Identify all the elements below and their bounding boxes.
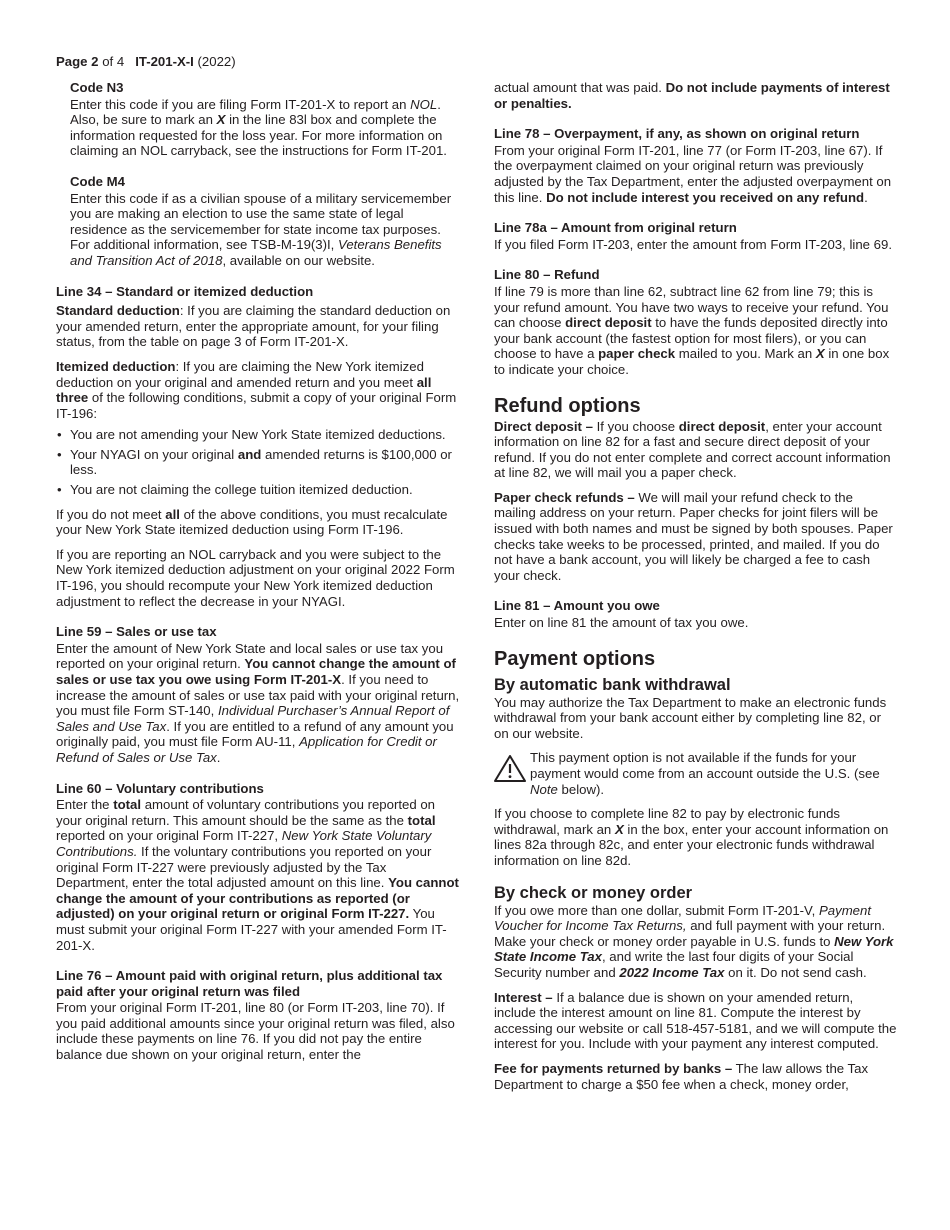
- refund-options-heading: Refund options: [494, 394, 641, 417]
- warning-triangle-icon: [494, 754, 530, 784]
- check-money-order-heading: By check or money order: [494, 883, 693, 902]
- code-n3-section: [56, 80, 460, 269]
- payment-options-heading: Payment options: [494, 647, 656, 670]
- form-id: IT-201-X-I: [135, 54, 194, 69]
- page-header: [56, 54, 236, 70]
- line-34-heading: Line 34 – Standard or itemized deduction: [56, 283, 314, 299]
- line-60-text: Enter the total amount of voluntary contributions you reported on your original return. This amount should be the same as the total reported on your original Form IT-227, New York State Voluntary Contributions. If the voluntary contributions you reported on your original Form IT-227 were previously adjusted by the Tax Department, enter the total adjusted amount on this line. You cannot change the amount of your contributions as reported (or adjusted) on your original return or original Form IT-227. You must submit your original Form IT-227 with your amended Form IT-201-X.: [56, 797, 459, 953]
- form-year: (2022): [197, 54, 236, 69]
- line-76-continued: actual amount that was paid. Do not include payments of interest or penalties.: [494, 80, 890, 111]
- warning-text: This payment option is not available if the funds for your payment would come from an account outside the U.S. (see Note below).: [530, 750, 880, 797]
- bank-withdrawal-text: You may authorize the Tax Department to make an electronic funds withdrawal from your bank account either by completing line 82, or on our website.: [494, 694, 887, 741]
- line-59-heading: Line 59 – Sales or use tax: [56, 624, 217, 640]
- conditions-list: [56, 427, 460, 497]
- line-76-text: From your original Form IT-201, line 80 (or Form IT-203, line 70). If you paid additional amounts since your original return was filed, also include these payments on line 76. If you did not pay the entire balance due shown on your original return, enter the: [56, 1000, 455, 1063]
- line-78a-text: If you filed Form IT-203, enter the amount from Form IT-203, line 69.: [494, 236, 892, 252]
- bank-withdrawal-heading: By automatic bank withdrawal: [494, 675, 731, 694]
- bank-withdrawal-instructions: If you choose to complete line 82 to pay by electronic funds withdrawal, mark an X in the box, enter your account information on lines 82a through 82c, and enter your electronic funds withdrawal information on line 82d.: [494, 806, 889, 868]
- line-80-heading: Line 80 – Refund: [494, 267, 600, 283]
- code-n3-heading: Code N3: [70, 80, 124, 95]
- paper-check-text: Paper check refunds – We will mail your refund check to the mailing address on your return. Paper checks for joint filers will be issued with both names and must be signed by both spouses. Paper checks take weeks to be processed, printed, and mailed. If you do not have a bank account, you will likely be charged a fee to cash your check.: [494, 489, 893, 583]
- standard-deduction-text: Standard deduction: If you are claiming the standard deduction on your amended return, enter the appropriate amount, for your filing status, from the table on page 3 of Form IT-201-X.: [56, 303, 451, 350]
- warning-note: [494, 750, 898, 797]
- list-item: • You are not claiming the college tuition itemized deduction.: [56, 482, 460, 498]
- code-m4-heading: Code M4: [70, 173, 125, 189]
- list-item: • Your NYAGI on your original and amended returns is $100,000 or less.: [56, 447, 460, 478]
- returned-payment-fee-text: Fee for payments returned by banks – The law allows the Tax Department to charge a $50 fee when a check, money order,: [494, 1060, 869, 1092]
- itemized-deduction-text: Itemized deduction: If you are claiming the New York itemized deduction on your original and amended return and you meet all three of the following conditions, submit a copy of your original Form IT-196:: [56, 358, 457, 421]
- line-60-heading: Line 60 – Voluntary contributions: [56, 780, 264, 796]
- code-m4-text: Enter this code if as a civilian spouse of a military servicemember you are making an election to use the same state of legal residence as the servicemember for state income tax purposes. For additional information, see TSB-M-19(3)I, Veterans Benefits and Transition Act of 2018, available on our website.: [70, 190, 452, 268]
- check-money-order-text: If you owe more than one dollar, submit Form IT-201-V, Payment Voucher for Income Tax Returns, and full payment with your return. Make your check or money order payable in U.S. funds to New York State Income Tax, and write the last four digits of your Social Security number and 2022 Income Tax on it. Do not send cash.: [494, 902, 894, 980]
- code-n3-text: Enter this code if you are filing Form IT-201-X to report an NOL. Also, be sure to mark an X in the line 83l box and complete the information requested for the loss year. For more information on claiming an NOL carryback, see the instructions for Form IT-201.: [70, 96, 447, 159]
- list-item: • You are not amending your New York State itemized deductions.: [56, 427, 460, 443]
- nol-carryback-text: If you are reporting an NOL carryback and you were subject to the New York itemized deduction adjustment on your original 2022 Form IT-196, you should recompute your New York itemized deduction adjustment to reflect the decrease in your NYAGI.: [56, 546, 455, 609]
- left-column: [56, 80, 460, 1063]
- line-78-heading: Line 78 – Overpayment, if any, as shown on original return: [494, 126, 860, 142]
- line-81-text: Enter on line 81 the amount of tax you owe.: [494, 615, 749, 631]
- page-total: of 4: [102, 54, 125, 69]
- line-59-text: Enter the amount of New York State and local sales or use tax you reported on your original return. You cannot change the amount of sales or use tax you owe using Form IT-201-X. If you need to increase the amount of sales or use tax paid with your original return, you must file Form ST-140, Individual Purchaser’s Annual Report of Sales and Use Tax. If you are entitled to a refund of any amount you originally paid, you must file Form AU-11, Application for Credit or Refund of Sales or Use Tax.: [56, 640, 460, 765]
- right-column: [494, 80, 898, 1092]
- interest-text: Interest – If a balance due is shown on your amended return, include the interest amount on line 81. Compute the interest by accessing our website or call 518-457-5181, and we will compute the interest for you. Include with your payment any interest computed.: [494, 989, 897, 1052]
- line-81-heading: Line 81 – Amount you owe: [494, 598, 660, 614]
- line-76-heading: Line 76 – Amount paid with original return, plus additional tax paid after your original return was filed: [56, 968, 443, 999]
- line-78a-heading: Line 78a – Amount from original return: [494, 220, 737, 236]
- line-80-text: If line 79 is more than line 62, subtract line 62 from line 79; this is your refund amount. You have two ways to receive your refund. You can choose direct deposit to have the funds deposited directly into your bank account (the fastest option for most filers), or you can choose to have a paper check mailed to you. Mark an X in one box to indicate your choice.: [494, 283, 890, 377]
- not-meet-text: If you do not meet all of the above conditions, you must recalculate your New York State itemized deduction using Form IT-196.: [56, 506, 448, 538]
- page-number: Page 2: [56, 54, 99, 69]
- direct-deposit-text: Direct deposit – If you choose direct deposit, enter your account information on line 82 for a fast and secure direct deposit of your refund. If you do not enter complete and correct account information at line 82, we will mail you a paper check.: [494, 418, 891, 481]
- line-78-text: From your original Form IT-201, line 77 (or Form IT-203, line 67). If the overpayment claimed on your original return was previously adjusted by the Tax Department, enter the adjusted overpayment on this line. Do not include interest you received on any refund.: [494, 142, 892, 205]
